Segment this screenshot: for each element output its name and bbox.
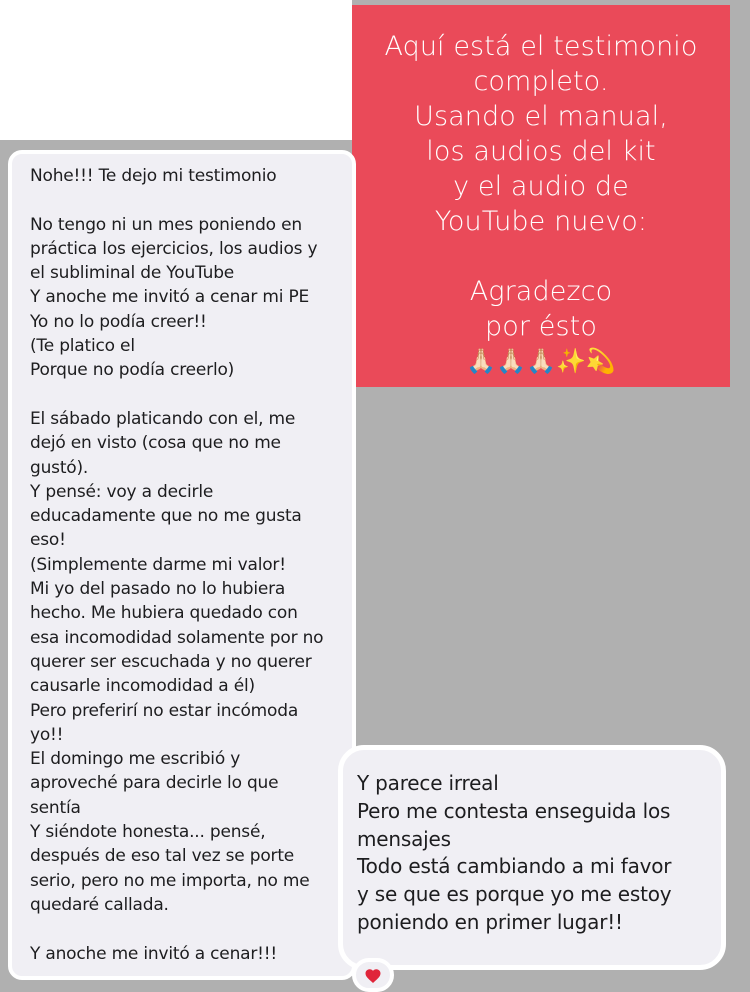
message-bubble-right [338,745,726,970]
message-line: y se que es porque yo me estoy [357,882,672,907]
heart-icon [364,967,382,985]
message-line: Mi yo del pasado no lo hubiera [30,579,286,600]
note-line: Aquí está el testimonio [384,31,698,62]
praying-hands-icon: 🙏🏻 [466,347,497,375]
message-line: mensajes [357,826,451,851]
message-bubble-left [8,150,356,980]
message-line: dejó en visto (cosa que no me [30,433,281,454]
praying-hands-icon: 🙏🏻 [496,347,527,375]
note-line: Usando el manual, [414,101,668,132]
message-line: querer ser escuchada y no querer [30,651,312,672]
message-line: educadamente que no me gusta [30,506,302,527]
note-line: completo. [473,66,609,97]
message-line [30,188,340,212]
message-line: quedaré callada. [30,894,169,915]
message-line: sentía [30,797,81,818]
note-gap [352,239,730,274]
message-line: Pero me contesta enseguida los [357,798,671,823]
message-line: yo!! [30,724,64,745]
background-strip [0,0,352,140]
note-line: Agradezco [469,276,613,307]
sparkles-icon: ✨ [555,347,586,375]
message-line: Y siéndote honesta... pensé, [30,822,266,843]
message-line: Porque no podía creerlo) [30,360,235,381]
message-line: esa incomodidad solamente por no [30,627,324,648]
note-line: YouTube nuevo: [434,206,648,237]
note-line: por ésto [485,311,597,342]
message-line: Yo no lo podía creer!! [30,311,207,332]
dizzy-star-icon: 💫 [585,347,616,375]
message-line: (Te platico el [30,336,135,357]
reaction-badge[interactable] [352,958,394,992]
message-line: el subliminal de YouTube [30,263,235,284]
message-line: Pero preferirí no estar incómoda [30,700,299,721]
message-line: El sábado platicando con el, me [30,408,296,429]
praying-hands-icon: 🙏🏻 [526,347,556,375]
message-line: Y anoche me invitó a cenar!!! [30,943,277,964]
message-line: después de eso tal vez se porte [30,846,295,867]
emoji-row [352,346,730,376]
message-line: Y pensé: voy a decirle [30,481,214,502]
message-line [30,917,340,941]
message-line: gustó). [30,457,89,478]
message-line: Todo está cambiando a mi favor [357,854,672,879]
message-line: práctica los ejercicios, los audios y [30,238,318,259]
message-line: Y anoche me invitó a cenar mi PE [30,287,310,308]
message-line: Nohe!!! Te dejo mi testimonio [30,166,277,186]
message-line: aproveché para decirle lo que [30,773,279,794]
note-line: y el audio de [453,171,629,202]
message-line: serio, pero no me importa, no me [30,870,310,891]
message-line: (Simplemente darme mi valor! [30,554,286,575]
message-line: hecho. Me hubiera quedado con [30,603,298,624]
message-line: No tengo ni un mes poniendo en [30,214,302,235]
note-line: los audios del kit [426,136,656,167]
message-line: El domingo me escribió y [30,749,241,770]
message-line: poniendo en primer lugar!! [357,909,623,934]
message-line: causarle incomodidad a él) [30,676,255,697]
message-line: eso! [30,530,66,551]
message-line: Y parece irreal [357,771,499,795]
message-line [30,383,340,407]
note-card [352,5,730,387]
